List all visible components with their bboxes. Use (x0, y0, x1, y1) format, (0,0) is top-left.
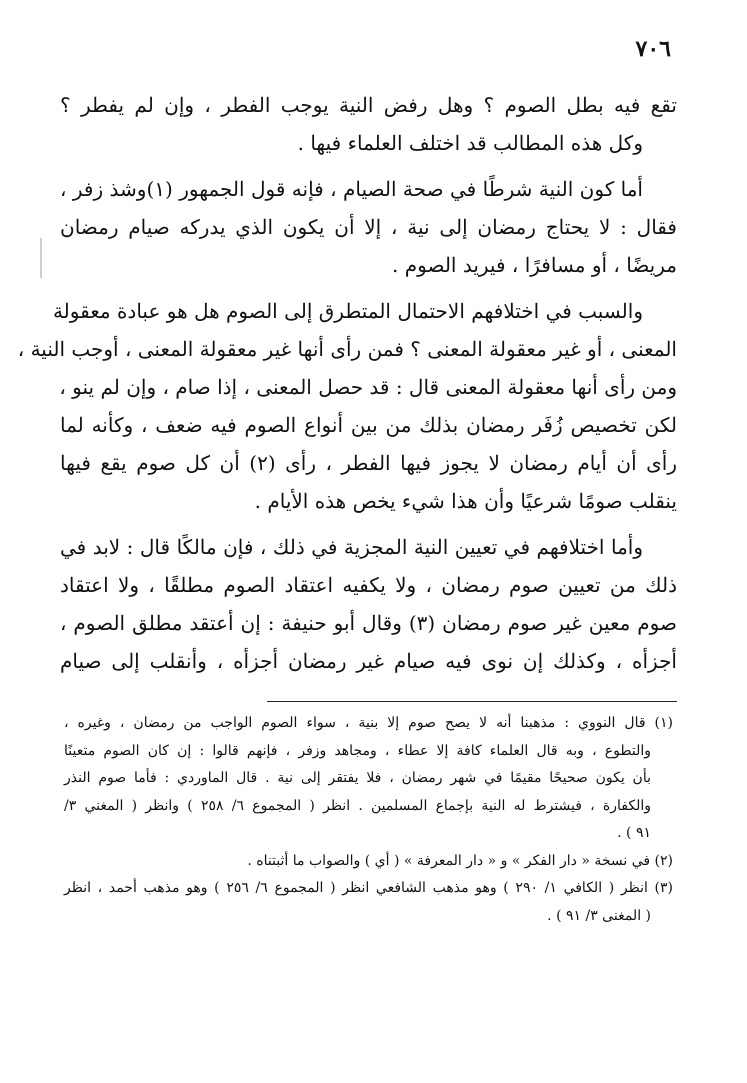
text-line: ومن رأى أنها معقولة المعنى قال : قد حصل المعنى ، إذا صام ، وإن لم ينو ، (59, 375, 677, 399)
footnote-divider (267, 701, 677, 702)
footnote-line: (١) قال النووي : مذهبنا أنه لا يصح صوم إلا بنية ، سواء الصوم الواجب من رمضان ، وغيره ، (64, 715, 673, 731)
text-line: ذلك من تعيين صوم رمضان ، ولا يكفيه اعتقاد الصوم مطلقًا ، ولا اعتقاد (60, 573, 677, 597)
text-line: مريضًا ، أو مسافرًا ، فيريد الصوم . (392, 253, 677, 277)
footnote-line: والتطوع ، وبه قال العلماء كافة إلا عطاء ، ومجاهد وزفر ، فإنهم قالوا : إن كان الصوم متعينًا (64, 742, 651, 759)
footnote-line: (٢) في نسخة « دار الفكر » و « دار المعرفة » ( أي ) والصواب ما أثبتناه . (247, 852, 673, 869)
text-line: فقال : لا يحتاج رمضان إلى نية ، إلا أن يكون الذي يدركه صيام رمضان (60, 215, 677, 239)
margin-mark (40, 238, 42, 278)
page-number: ٧٠٦ (635, 36, 671, 62)
text-line: صوم معين غير صوم رمضان (٣) وقال أبو حنيفة : إن أعتقد مطلق الصوم ، (60, 611, 677, 635)
footnote-line: ٩١ ) . (617, 825, 651, 841)
text-line: وأما اختلافهم في تعيين النية المجزية في ذلك ، فإن مالكًا قال : لابد في (60, 535, 643, 559)
main-text (17, 86, 677, 680)
footnote-line: بأن يكون صحيحًا مقيمًا في شهر رمضان ، فلا يفتقر إلى نية . قال الماوردي : فأما صوم النذر (64, 770, 651, 786)
text-line: المعنى ، أو غير معقولة المعنى ؟ فمن رأى أنها غير معقولة المعنى ، أوجب النية ، (17, 337, 677, 361)
text-line: رأى أن أيام رمضان لا يجوز فيها الفطر ، رأى (٢) أن كل صوم يقع فيها (60, 451, 677, 475)
footnote-line: (٣) انظر ( الكافي ١/ ٢٩٠ ) وهو مذهب الشافعي انظر ( المجموع ٦/ ٢٥٦ ) وهو مذهب أحمد ، انظر (64, 880, 674, 896)
text-line: وكل هذه المطالب قد اختلف العلماء فيها . (297, 131, 643, 155)
text-line: أجزأه ، وكذلك إن نوى فيه صيام غير رمضان أجزأه ، وأنقلب إلى صيام (60, 649, 677, 673)
footnote-line: والكفارة ، فيشترط له النية بإجماع المسلمين . انظر ( المجموع ٦/ ٢٥٨ ) وانظر ( المغني ٣/ (64, 797, 652, 814)
text-line: أما كون النية شرطًا في صحة الصيام ، فإنه قول الجمهور (١)وشذ زفر ، (60, 177, 643, 201)
footnote-line: ( المغنى ٣/ ٩١ ) . (547, 907, 651, 924)
text-line: والسبب في اختلافهم الاحتمال المتطرق إلى الصوم هل هو عبادة معقولة (52, 299, 643, 323)
footnotes (64, 710, 673, 930)
text-line: لكن تخصيص زُفَر رمضان بذلك من بين أنواع الصوم فيه ضعف ، وكأنه لما (60, 413, 677, 437)
text-line: تقع فيه بطل الصوم ؟ وهل رفض النية يوجب الفطر ، وإن لم يفطر ؟ (60, 93, 677, 117)
text-line: ينقلب صومًا شرعيًا وأن هذا شيء يخص هذه الأيام . (254, 489, 677, 513)
